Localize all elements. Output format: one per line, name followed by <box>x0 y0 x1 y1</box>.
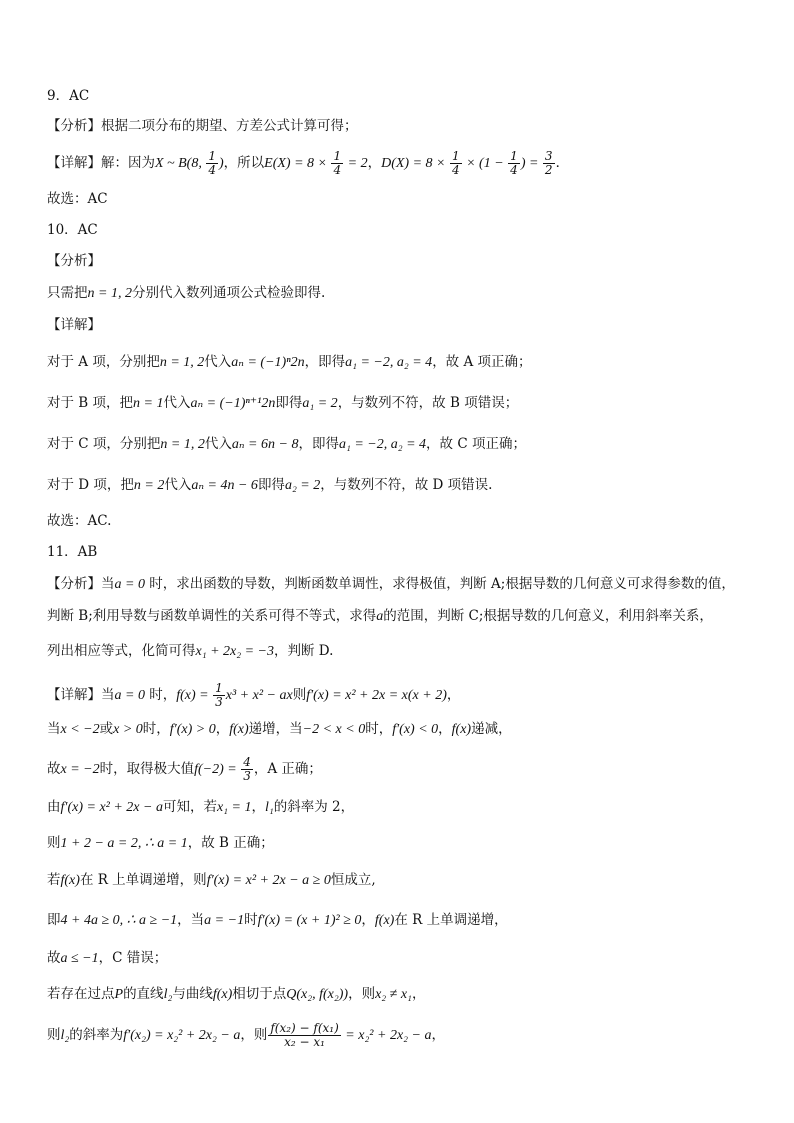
answer-10-item-a <box>47 352 532 373</box>
frac-den: 3 <box>243 769 251 783</box>
detail-text: 递增，当 <box>248 721 303 737</box>
analysis-text: 【分析】根据二项分布的期望、方差公式计算可得； <box>47 118 358 134</box>
detail-text: 与曲线 <box>172 986 213 1002</box>
math-expr: n = 1, 2 <box>87 286 132 301</box>
math-expr: f′(x) = x² + 2x = x(x + 2) <box>306 688 447 703</box>
math-expr: x > 0 <box>113 722 143 737</box>
detail-text: ，则 <box>348 986 376 1002</box>
math-expr: × (1 − <box>462 156 508 171</box>
answer-11-detail-5 <box>47 833 274 854</box>
fraction <box>213 682 225 709</box>
math-expr: D(X) = 8 × <box>381 156 449 171</box>
math-expr: f′(x₂) = x₂² + 2x₂ − a <box>123 1028 241 1043</box>
answer-11-label: 11．AB <box>47 544 98 560</box>
math-expr: aₙ = (−1)ⁿ⁺¹2n <box>190 396 276 411</box>
detail-text: 则 <box>47 1027 61 1043</box>
answer-11-detail-2 <box>47 719 512 740</box>
detail-text: 的直线 <box>123 986 164 1002</box>
math-expr: n = 2 <box>133 478 165 493</box>
choice-text: 故选：AC. <box>47 513 112 529</box>
math-expr: x < −2 <box>60 722 100 737</box>
detail-text: 在 R 上单调递增， <box>394 912 508 928</box>
answer-11-detail-7 <box>47 910 508 931</box>
detail-text: 代入 <box>163 395 191 411</box>
detail-text: ，所以 <box>223 155 265 171</box>
answer-9-choice <box>47 189 108 209</box>
frac-den: 4 <box>333 163 342 177</box>
math-expr: a₁ = 2 <box>302 396 338 411</box>
math-expr: f(x) <box>212 987 233 1002</box>
answer-11-detail-6 <box>47 870 376 891</box>
analysis-label: 【分析】 <box>47 253 101 269</box>
detail-text: 递减， <box>471 721 512 737</box>
detail-text: 代入 <box>204 354 232 370</box>
frac-den: 4 <box>208 163 216 177</box>
detail-text: 的斜率为 <box>69 1027 124 1043</box>
detail-text: ，当 <box>177 912 205 928</box>
math-expr: f′(x) = (x + 1)² ≥ 0 <box>257 913 362 928</box>
analysis-text: 【分析】当 <box>47 576 115 592</box>
answer-11-detail-9 <box>47 984 425 1005</box>
math-expr: x = −2 <box>60 762 100 777</box>
detail-text: ，故 C 项正确； <box>426 436 526 452</box>
detail-text: 若存在过点 <box>47 986 115 1002</box>
answer-11-detail-1 <box>47 682 460 709</box>
answer-10-label: 10．AC <box>47 222 98 238</box>
math-expr: f(x) = <box>176 688 213 703</box>
math-expr: n = 1, 2 <box>159 355 205 370</box>
detail-text: 【详解】当 <box>47 687 115 703</box>
detail-text: 时， <box>142 721 170 737</box>
detail-text: 或 <box>99 721 114 737</box>
math-expr: = 2 <box>344 156 368 171</box>
detail-text: ，C 错误； <box>98 950 168 966</box>
answer-11-detail-4 <box>47 797 354 818</box>
detail-text: ， <box>361 912 375 928</box>
detail-text: 【详解】解：因为 <box>47 155 155 171</box>
math-expr: aₙ = 4n − 6 <box>191 478 258 493</box>
detail-text: 代入 <box>204 436 232 452</box>
detail-text: ， <box>431 1027 445 1043</box>
answer-9-detail <box>47 150 569 177</box>
detail-text: ，即得 <box>304 354 346 370</box>
analysis-text: ，判断 D. <box>274 643 334 659</box>
fraction <box>543 150 555 177</box>
math-expr: a <box>376 609 384 624</box>
math-expr: a = 0 <box>114 688 145 703</box>
math-expr: a = −1 <box>204 913 245 928</box>
detail-text: ，则 <box>240 1027 268 1043</box>
detail-text: 当 <box>47 721 61 737</box>
math-expr: P <box>114 987 124 1002</box>
fraction <box>508 150 520 177</box>
detail-text: ，故 B 正确； <box>187 835 274 851</box>
math-expr: = x₂² + 2x₂ − a <box>341 1028 432 1043</box>
analysis-text: 判断 B;利用导数与函数单调性的关系可得不等式，求得 <box>47 608 377 624</box>
math-expr: f′(x) = x² + 2x − a ≥ 0 <box>206 873 331 888</box>
answer-9-heading <box>47 86 89 106</box>
frac-num: 4 <box>243 755 251 769</box>
math-expr: n = 1 <box>133 396 164 411</box>
fraction <box>331 150 343 177</box>
detail-text: ， <box>446 687 461 703</box>
analysis-text: 列出相应等式，化简可得 <box>47 643 196 659</box>
detail-text: 对于 D 项，把 <box>47 477 134 493</box>
frac-num: f(x₂) − f(x₁) <box>270 1021 339 1035</box>
math-expr: n = 1, 2 <box>160 437 205 452</box>
answer-10-item-c <box>47 434 526 455</box>
math-expr: a₁ = −2, a₂ = 4 <box>338 437 427 452</box>
detail-text: 即得 <box>275 395 303 411</box>
choice-text: 故选：AC <box>47 191 108 207</box>
math-expr: f(x) <box>374 913 395 928</box>
math-expr: x₁ = 1 <box>216 800 252 815</box>
answer-11-detail-3 <box>47 756 322 783</box>
frac-den: 3 <box>215 695 223 709</box>
math-expr: E(X) = 8 × <box>264 156 331 171</box>
answer-9-analysis <box>47 116 358 136</box>
detail-text: ， <box>367 155 382 171</box>
math-expr: f(x) <box>451 722 472 737</box>
frac-den: x₂ − x₁ <box>284 1035 325 1049</box>
answer-11-detail-8 <box>47 948 167 969</box>
frac-num: 1 <box>333 149 342 163</box>
detail-text: ，与数列不符，故 B 项错误； <box>337 395 519 411</box>
detail-label: 【详解】 <box>47 317 101 333</box>
detail-text: ， <box>251 799 265 815</box>
fraction <box>206 150 218 177</box>
frac-den: 2 <box>544 163 553 177</box>
detail-text: ， <box>411 986 426 1002</box>
detail-text: ，A 正确； <box>253 761 322 777</box>
math-expr: a ≤ −1 <box>60 951 99 966</box>
math-expr: x₁ + 2x₂ = −3 <box>195 644 275 659</box>
math-expr: 1 + 2 − a = 2, ∴ a = 1 <box>60 836 188 851</box>
frac-num: 1 <box>451 149 460 163</box>
math-expr: X ~ B(8, <box>155 156 206 171</box>
fraction <box>268 1022 340 1049</box>
math-expr: x³ + x² − ax <box>225 688 293 703</box>
math-expr: f(x) <box>60 873 80 888</box>
math-expr: l₁ <box>265 800 274 815</box>
answer-11-detail-10 <box>47 1022 445 1049</box>
math-expr: f(−2) = <box>194 762 241 777</box>
detail-text: ，与数列不符，故 D 项错误. <box>320 477 493 493</box>
frac-den: 4 <box>451 163 460 177</box>
answer-11-heading <box>47 542 97 562</box>
math-expr: f′(x) > 0 <box>169 722 216 737</box>
analysis-text: 分别代入数列通项公式检验即得. <box>131 285 326 301</box>
answer-9-label: 9．AC <box>47 88 90 104</box>
math-expr: x₂ ≠ x₁ <box>375 987 412 1002</box>
detail-text: ， <box>438 721 452 737</box>
detail-text: 时，取得极大值 <box>99 761 195 777</box>
answer-11-analysis-2 <box>47 606 713 627</box>
answer-10-detail-label <box>47 315 101 335</box>
detail-text: 对于 C 项，分别把 <box>47 436 161 452</box>
detail-text: 对于 A 项，分别把 <box>47 354 160 370</box>
detail-text: 对于 B 项，把 <box>47 395 134 411</box>
detail-text: 则 <box>292 687 307 703</box>
detail-text: 在 R 上单调递增，则 <box>79 872 207 888</box>
frac-num: 1 <box>208 149 216 163</box>
math-expr: a₁ = −2, a₂ = 4 <box>345 355 433 370</box>
detail-text: 即得 <box>257 477 285 493</box>
detail-text: 时 <box>244 912 258 928</box>
math-expr: l₂ <box>60 1028 70 1043</box>
detail-text: 可知，若 <box>162 799 217 815</box>
frac-den: 4 <box>510 163 518 177</box>
detail-text: 即 <box>47 912 61 928</box>
math-expr: 4 + 4a ≥ 0, ∴ a ≥ −1 <box>60 913 178 928</box>
detail-text: 由 <box>47 799 61 815</box>
detail-text: 时， <box>144 687 177 703</box>
detail-text: 相切于点 <box>232 986 287 1002</box>
detail-text: ，即得 <box>298 436 339 452</box>
detail-text: 时， <box>365 721 393 737</box>
detail-text: 若 <box>47 872 61 888</box>
detail-text: 恒成立, <box>330 872 376 888</box>
detail-text: ， <box>215 721 230 737</box>
analysis-text: 时，求出函数的导数，判断函数单调性，求得极值，判断 A;根据导数的几何意义可求得参数的值， <box>144 576 735 592</box>
answer-10-analysis-label <box>47 251 101 271</box>
answer-10-item-b <box>47 393 518 414</box>
answer-10-choice <box>47 511 111 531</box>
math-expr: a = 0 <box>114 577 145 592</box>
math-expr: a₂ = 2 <box>284 478 321 493</box>
math-expr: f′(x) = x² + 2x − a <box>60 800 163 815</box>
analysis-text: 只需把 <box>47 285 88 301</box>
detail-text: 代入 <box>164 477 192 493</box>
answer-11-analysis-1 <box>47 574 735 595</box>
math-expr: aₙ = (−1)ⁿ2n <box>231 355 305 370</box>
fraction <box>450 150 462 177</box>
detail-text: 故 <box>47 950 61 966</box>
fraction <box>241 756 253 783</box>
frac-num: 3 <box>544 149 553 163</box>
answer-10-heading <box>47 220 98 240</box>
math-expr: ) = <box>520 156 542 171</box>
math-expr: aₙ = 6n − 8 <box>231 437 299 452</box>
detail-text: 的斜率为 2， <box>273 799 355 815</box>
frac-num: 1 <box>510 149 518 163</box>
math-expr: ) <box>218 156 224 171</box>
math-expr: f(x) <box>229 722 249 737</box>
frac-num: 1 <box>215 681 223 695</box>
detail-text: 故 <box>47 761 61 777</box>
detail-text: ． <box>555 155 570 171</box>
detail-text: ，故 A 项正确； <box>432 354 532 370</box>
math-expr: −2 < x < 0 <box>302 722 366 737</box>
math-expr: Q(x₂, f(x₂)) <box>286 987 349 1002</box>
math-expr: f′(x) < 0 <box>392 722 439 737</box>
math-expr: l₂ <box>163 987 173 1002</box>
answer-11-analysis-3 <box>47 641 333 662</box>
detail-text: 则 <box>47 835 61 851</box>
answer-10-item-d <box>47 475 492 496</box>
analysis-text: 的范围，判断 C;根据导数的几何意义，利用斜率关系， <box>383 608 713 624</box>
answer-10-analysis <box>47 283 325 304</box>
